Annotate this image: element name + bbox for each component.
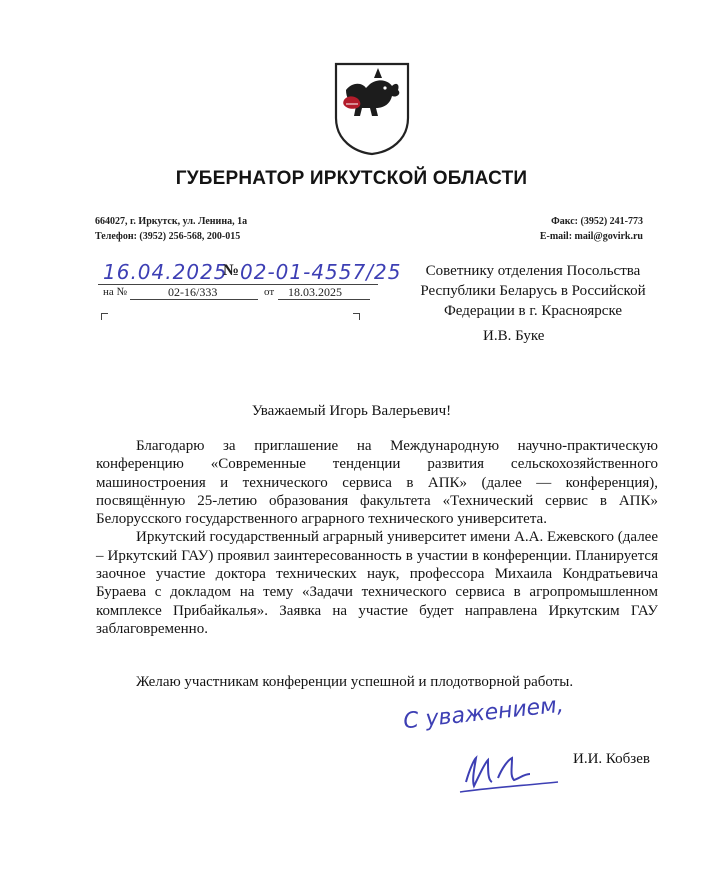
letter-body xyxy=(96,437,658,638)
reference-date-label: от xyxy=(264,286,275,298)
corner-mark-left xyxy=(101,313,108,320)
respect-handwritten: С уважением, xyxy=(402,692,565,735)
number-sign: № xyxy=(223,262,240,279)
sender-email: E-mail: mail@govirk.ru xyxy=(539,231,643,242)
reference-number-label: на № xyxy=(103,286,128,298)
sender-fax: Факс: (3952) 241-773 xyxy=(551,216,643,227)
addressee-line: Советнику отделения Посольства xyxy=(425,263,641,279)
sender-contacts xyxy=(95,214,247,244)
sender-fax-email xyxy=(540,214,643,244)
reference-date: 18.03.2025 xyxy=(288,285,342,299)
signature-icon xyxy=(458,738,568,798)
sender-address: 664027, г. Иркутск, ул. Ленина, 1а xyxy=(95,216,248,227)
addressee-line: Республики Беларусь в Российской xyxy=(420,283,646,299)
body-paragraph: Иркутский государственный аграрный университет имени А.А. Ежевского (далее – Иркутский ГАУ) проявил заинтересованность в участии в конференции. Планируется заочное участие доктора технических наук, профессора Михаила Кондратьевича Бураева с докладом на тему «Задачи технического сервиса в агропромышленном комплексе Прибайкалья». Заявка на участие будет направлена Иркутским ГАУ заблаговременно. xyxy=(96,529,658,637)
greeting: Уважаемый Игорь Валерьевич! xyxy=(251,403,452,419)
coat-of-arms-icon xyxy=(330,60,414,156)
signer-name: И.И. Кобзев xyxy=(573,751,650,767)
addressee-block xyxy=(398,261,668,321)
reference-number: 02-16/333 xyxy=(168,285,218,299)
addressee-name: И.В. Буке xyxy=(483,328,545,344)
addressee-line: Федерации в г. Красноярске xyxy=(443,303,623,319)
reference-number-line xyxy=(130,299,258,300)
registration-number: 02-01-4557/25 xyxy=(240,260,402,284)
corner-mark-right xyxy=(353,313,360,320)
reference-date-line xyxy=(278,299,370,300)
document-title: ГУБЕРНАТОР ИРКУТСКОЙ ОБЛАСТИ xyxy=(175,168,528,189)
body-paragraph: Благодарю за приглашение на Международную научно-практическую конференцию «Современные тенденции развития сельскохозяйственного машиностроения и технического сервиса в АПК» (далее — конференция), посвящённую 25-летию образования факультета «Технический сервис в АПК» Белорусского государственного аграрного технического университета. xyxy=(96,438,658,528)
closing-sentence: Желаю участникам конференции успешной и плодотворной работы. xyxy=(136,674,574,690)
registration-date: 16.04.2025 xyxy=(103,260,228,284)
sender-phone: Телефон: (3952) 256-568, 200-015 xyxy=(95,231,241,242)
